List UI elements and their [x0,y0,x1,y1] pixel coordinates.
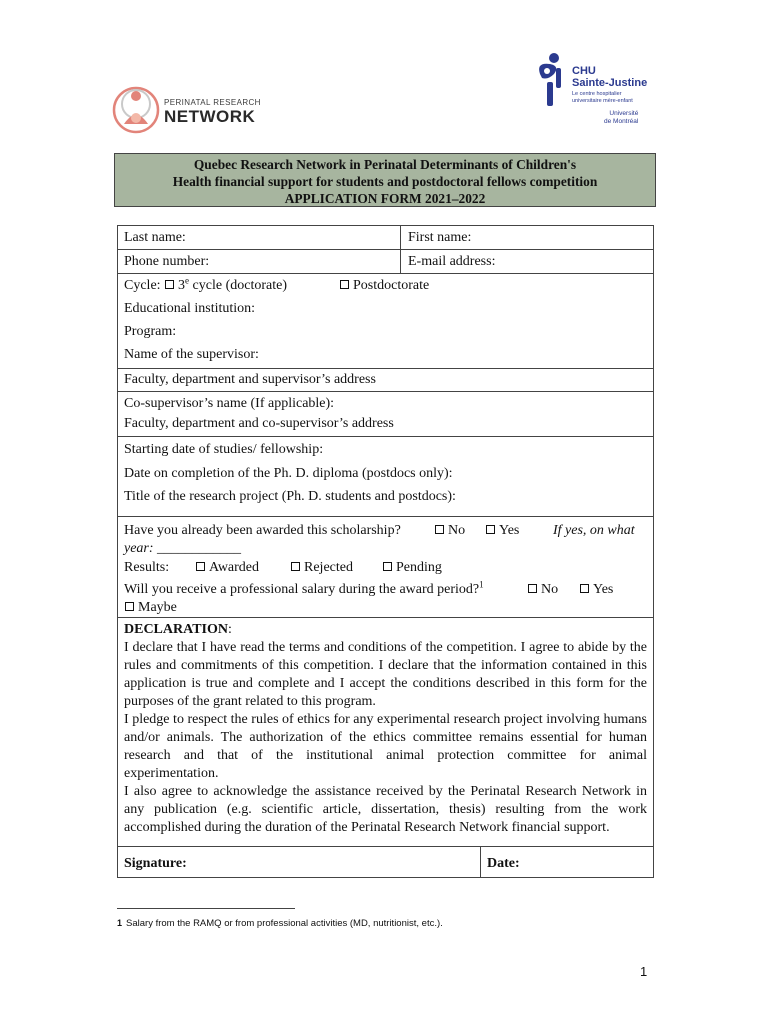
title-line1: Quebec Research Network in Perinatal Determinants of Children's [193,157,577,172]
declaration-paragraph-1: I declare that I have read the terms and conditions of the competition. I agree to abide by the rules and commitments of this competition. I declare that the information contained in this application is true and complete and I accept the conditions described in this form for the purposes of the grant related to this program. [124,640,647,709]
row-divider [118,273,653,274]
checkbox[interactable] [383,562,392,571]
rejected-label: Rejected [304,560,353,575]
declaration-heading [124,621,647,639]
first-name-field[interactable]: First name: [408,230,472,245]
column-divider [400,226,401,273]
title-line2: Health financial support for students and postdoctoral fellows competition [172,174,598,189]
footnote-mark: 1 [117,918,123,928]
project-title-field[interactable]: Title of the research project (Ph. D. students and postdocs): [124,489,456,504]
row-divider [118,391,653,392]
row-divider [118,846,653,847]
cycle-3-option [178,275,287,293]
awarded-no-option [434,522,465,539]
cosupervisor-address-field[interactable]: Faculty, department and co-supervisor’s address [124,416,394,431]
date-field[interactable] [487,855,520,872]
cycle-label: Cycle: [124,278,161,293]
cycle-row [124,277,287,294]
yes-label: Yes [593,582,614,597]
perinatal-network-icon [112,84,160,136]
supervisor-address-field[interactable]: Faculty, department and supervisor’s address [124,372,376,387]
chu-tagline [572,91,633,105]
udem-line1: Université [609,110,639,117]
supervisor-field[interactable]: Name of the supervisor: [124,347,259,362]
salary-yes-option [579,581,613,598]
form-title-box [114,153,656,207]
maybe-label: Maybe [138,600,177,615]
footnote-text: Salary from the RAMQ or from professional activities (MD, nutritionist, etc.). [126,918,443,929]
chu-title: CHU [572,65,596,77]
results-label: Results: [124,560,170,575]
checkbox[interactable] [528,584,537,593]
awarded-yes-option [485,522,519,539]
footnote-separator [117,908,295,909]
udem-line2: de Montréal [604,118,639,125]
chu-tagline-2: universitaire mère-enfant [572,98,633,104]
no-label: No [448,523,466,538]
declaration-paragraph-3: I also agree to acknowledge the assistance received by the Perinatal Research Network in any publication (e.g. scientific article, dissertation, thesis) resulting from the work accomplished during the duration of the Perinatal Research Network financial support. [124,784,647,835]
pending-label: Pending [396,560,442,575]
checkbox[interactable] [291,562,300,571]
footnote-ref: 1 [479,579,484,590]
completion-date-field[interactable]: Date on completion of the Ph. D. diploma (postdocs only): [124,466,453,481]
rejected-option [290,559,353,576]
row-divider [118,516,653,517]
phone-field[interactable]: Phone number: [124,254,210,269]
awarded-option [195,559,259,576]
pending-option [382,559,442,576]
title-line3: APPLICATION FORM 2021–2022 [284,191,486,206]
signature-field[interactable]: Signature: [124,856,187,871]
udem-logo [604,110,638,126]
chu-subtitle: Sainte-Justine [572,77,648,89]
email-field[interactable]: E-mail address: [408,254,496,269]
awarded-question: Have you already been awarded this scholarship? [124,523,401,538]
postdoc-option [339,277,429,294]
application-form-table [117,225,654,878]
if-yes-text: If yes, on what [553,523,635,538]
checkbox[interactable] [580,584,589,593]
start-date-field[interactable]: Starting date of studies/ fellowship: [124,442,324,457]
column-divider [480,846,481,878]
network-logo-line1: PERINATAL RESEARCH [164,98,261,107]
cycle-3-text: cycle (doctorate) [189,278,287,293]
row-divider [118,436,653,437]
awarded-label: Awarded [209,560,260,575]
chu-tagline-1: Le centre hospitalier [572,91,622,97]
declaration-colon: : [227,622,232,637]
date-label: Date: [487,856,520,871]
checkbox[interactable] [340,280,349,289]
footnote [117,918,443,929]
checkbox[interactable] [165,280,174,289]
declaration-paragraph-2: I pledge to respect the rules of ethics for any experimental research project involving humans and/or animals. The authorization of the ethics committee remains essential for human research and that of the institutional animal protection committee for animal experimentation. [124,712,647,781]
last-name-field[interactable]: Last name: [124,230,186,245]
checkbox[interactable] [196,562,205,571]
cycle-3-sup: e [185,275,190,286]
postdoc-label: Postdoctorate [353,278,430,293]
cycle-3-num: 3 [178,278,186,293]
row-divider [118,368,653,369]
perinatal-network-logo [112,84,262,136]
page-number: 1 [640,964,648,979]
salary-question [124,581,484,598]
no-label: No [541,582,559,597]
cosupervisor-field[interactable]: Co-supervisor’s name (If applicable): [124,396,335,411]
row-divider [118,617,653,618]
institution-field[interactable]: Educational institution: [124,301,256,316]
chu-sainte-justine-logo [532,50,652,130]
program-field[interactable]: Program: [124,324,177,339]
declaration-section [124,621,647,837]
salary-maybe-option [124,599,177,616]
network-logo-line2: NETWORK [164,107,256,126]
salary-question-text: Will you receive a professional salary during the award period? [124,582,480,597]
chu-figure-icon [534,52,570,108]
checkbox[interactable] [125,602,134,611]
checkbox[interactable] [486,525,495,534]
yes-label: Yes [499,523,520,538]
salary-no-option [527,581,558,598]
checkbox[interactable] [435,525,444,534]
row-divider [118,249,653,250]
year-field[interactable]: year: ____________ [124,541,242,556]
declaration-title: DECLARATION [124,622,228,637]
